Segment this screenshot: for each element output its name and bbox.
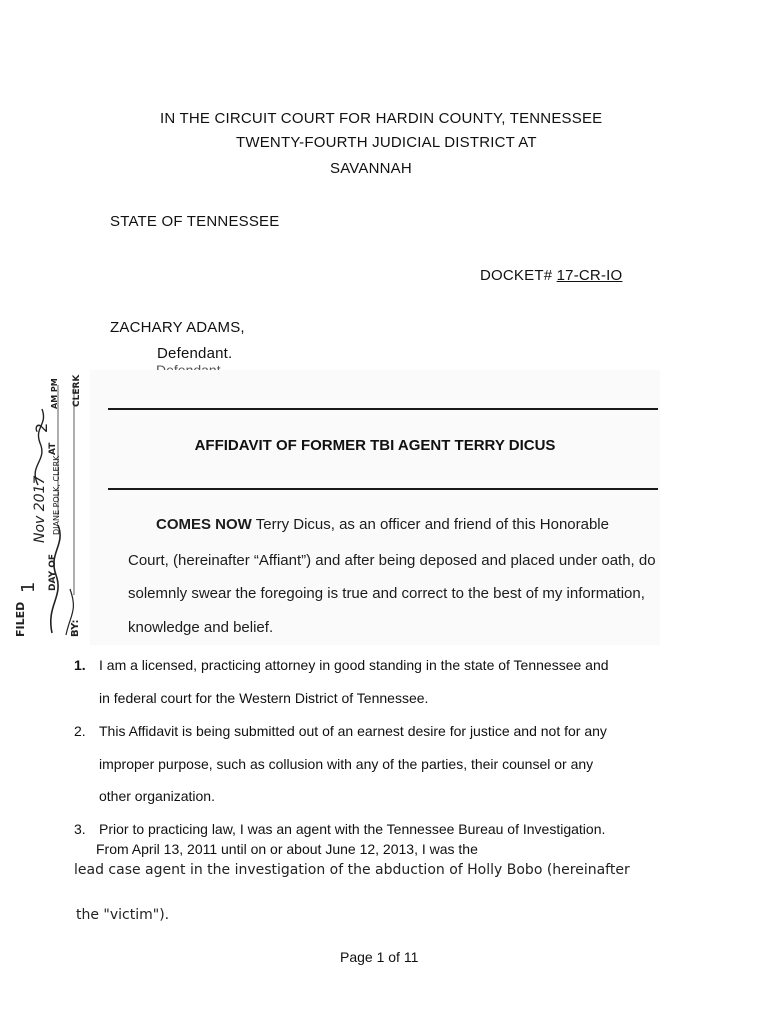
item-3-line-1: Prior to practicing law, I was an agent with the Tennessee Bureau of Investigation. xyxy=(99,821,606,837)
item-2-line-1: This Affidavit is being submitted out of an earnest desire for justice and not for any xyxy=(99,723,607,739)
stamp-ampm: AM PM xyxy=(50,378,59,409)
continuation-line-1: lead case agent in the investigation of the abduction of Holly Bobo (hereinafter xyxy=(74,862,630,878)
bottom-rule xyxy=(108,488,658,490)
docket-block xyxy=(480,267,622,284)
item-1-number: 1. xyxy=(74,657,86,673)
continuation-line-2: the "victim"). xyxy=(76,907,170,923)
item-2-line-2: improper purpose, such as collusion with any of the parties, their counsel or any xyxy=(99,756,594,772)
intro-line-4: knowledge and belief. xyxy=(128,619,274,636)
intro-line-1 xyxy=(156,516,609,533)
item-1-line-2: in federal court for the Western District of Tennessee. xyxy=(99,690,429,706)
filed-stamp xyxy=(8,365,88,645)
item-3-line-2: From April 13, 2011 until on or about June 12, 2013, I was the xyxy=(96,841,478,857)
court-title-line3: SAVANNAH xyxy=(330,160,412,177)
stamp-by: BY: xyxy=(70,619,81,637)
court-title-line1: IN THE CIRCUIT COURT FOR HARDIN COUNTY, TENNESSEE xyxy=(160,110,603,127)
court-title-line2: TWENTY-FOURTH JUDICIAL DISTRICT AT xyxy=(236,134,537,151)
item-2-number: 2. xyxy=(74,723,86,739)
intro-line-2: Court, (hereinafter “Affiant”) and after being deposed and placed under oath, do xyxy=(128,552,656,569)
item-1-line-1: I am a licensed, practicing attorney in good standing in the state of Tennessee and xyxy=(99,657,609,673)
defendant-role: Defendant. xyxy=(157,345,233,362)
stamp-month-value: Nov 2017 xyxy=(32,475,48,543)
stamp-day-value: 1 xyxy=(18,581,39,593)
top-rule xyxy=(108,408,658,410)
defendant-name: ZACHARY ADAMS, xyxy=(110,319,245,336)
comes-now-label: COMES NOW xyxy=(156,516,252,533)
docket-number: 17-CR-IO xyxy=(556,267,623,284)
page-number: Page 1 of 11 xyxy=(340,949,419,965)
intro-line-3: solemnly swear the foregoing is true and correct to the best of my information, xyxy=(128,585,645,602)
defendant-role-scan-fragment xyxy=(156,362,246,369)
scanned-affidavit-insert xyxy=(90,370,660,645)
stamp-clerk: CLERK xyxy=(72,374,82,407)
stamp-time-value: 2 xyxy=(32,422,51,433)
item-3-number: 3. xyxy=(74,821,86,837)
stamp-at: AT xyxy=(48,442,58,455)
docket-label: DOCKET# xyxy=(480,267,553,284)
intro-line-1-text: Terry Dicus, as an officer and friend of this Honorable xyxy=(255,516,609,533)
item-2-line-3: other organization. xyxy=(99,788,215,804)
stamp-day-of: DAY OF xyxy=(48,553,58,591)
stamp-clerk-name: DIANE POLK, CLERK xyxy=(52,455,61,535)
stamp-filed: FILED xyxy=(14,601,27,637)
affidavit-title: AFFIDAVIT OF FORMER TBI AGENT TERRY DICUS xyxy=(194,437,556,454)
plaintiff-name: STATE OF TENNESSEE xyxy=(110,213,280,230)
